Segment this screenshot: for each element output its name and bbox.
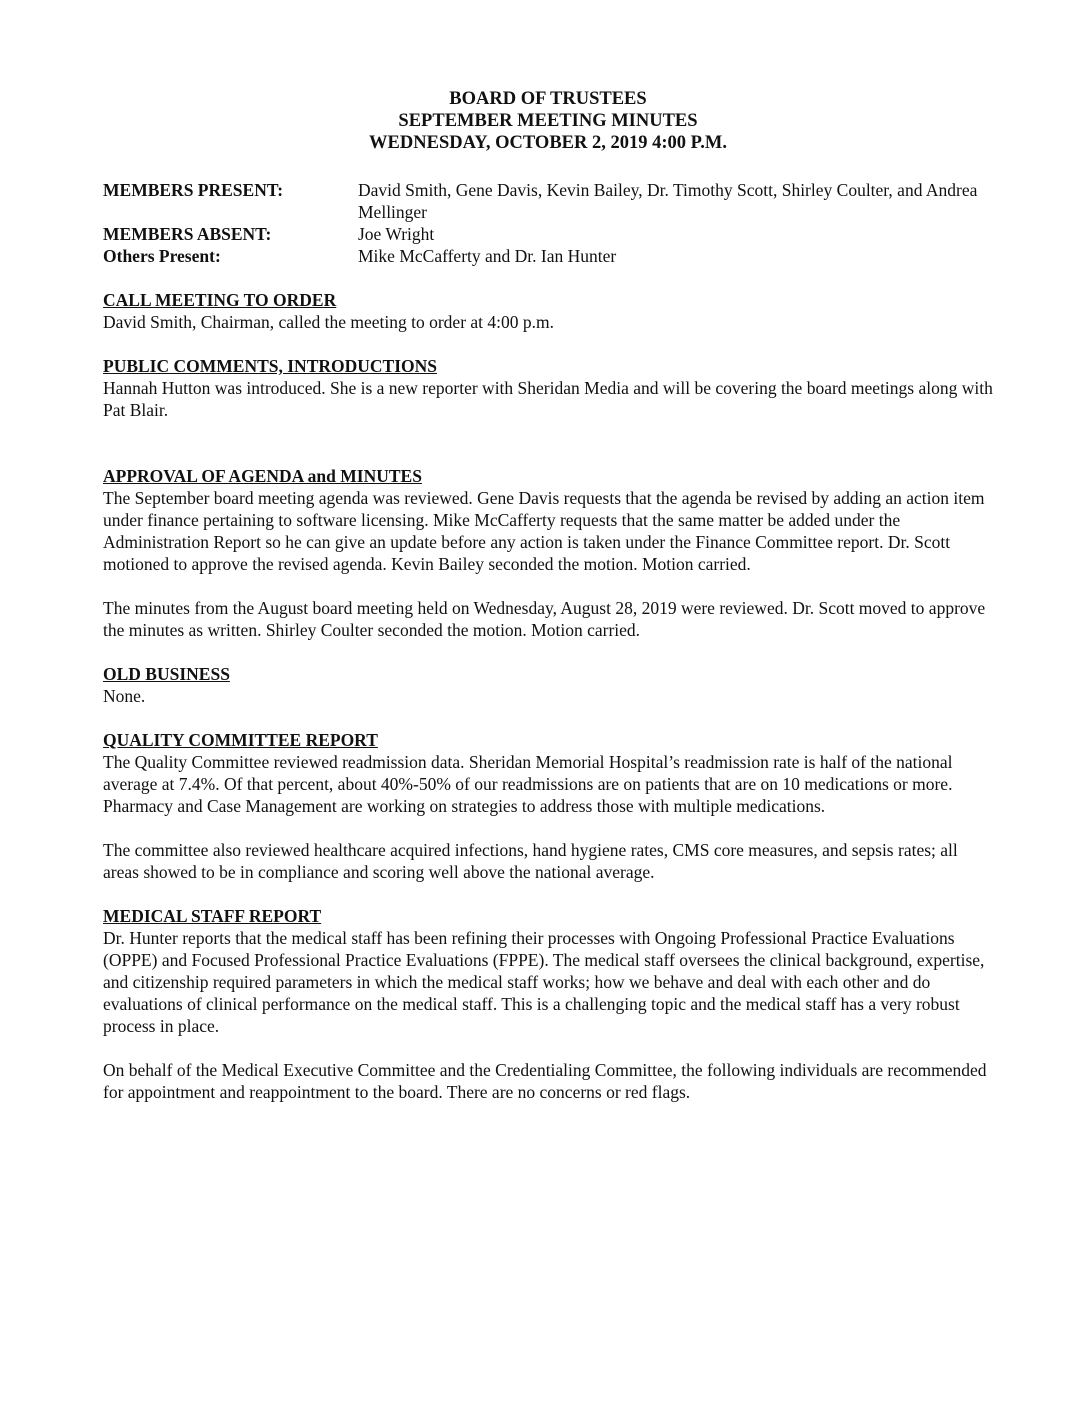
section-approval — [103, 465, 993, 641]
section-public-comments — [103, 355, 993, 421]
section-call-to-order — [103, 289, 993, 333]
title-meeting-minutes: SEPTEMBER MEETING MINUTES — [398, 111, 698, 131]
heading-old-business: OLD BUSINESS — [103, 664, 230, 684]
heading-public-comments: PUBLIC COMMENTS, INTRODUCTIONS — [103, 356, 437, 376]
heading-call-to-order: CALL MEETING TO ORDER — [103, 290, 337, 310]
approval-minutes-text: The minutes from the August board meeting held on Wednesday, August 28, 2019 were reviewed. Dr. Scott moved to approve the minutes as written. Shirley Coulter seconded the motion. Motion carried. — [103, 598, 986, 640]
title-board: BOARD OF TRUSTEES — [449, 89, 647, 109]
section-old-business — [103, 663, 993, 707]
section-quality — [103, 729, 993, 883]
old-business-text: None. — [103, 686, 146, 706]
document-title — [103, 88, 993, 154]
document-page — [103, 88, 993, 1103]
section-medical-staff — [103, 905, 993, 1103]
medical-staff-recommendation-text: On behalf of the Medical Executive Committee and the Credentialing Committee, the following individuals are recommended for appointment and reappointment to the board. There are no concerns or red flags. — [103, 1060, 987, 1102]
attendance-table — [103, 179, 993, 267]
approval-agenda-text: The September board meeting agenda was reviewed. Gene Davis requests that the agenda be revised by adding an action item under finance pertaining to software licensing. Mike McCafferty requests that the same matter be added under the Administration Report so he can give an update before any action is taken under the Finance Committee report. Dr. Scott motioned to approve the revised agenda. Kevin Bailey seconded the motion. Motion carried. — [103, 488, 985, 574]
others-present-value: Mike McCafferty and Dr. Ian Hunter — [358, 246, 617, 266]
heading-quality: QUALITY COMMITTEE REPORT — [103, 730, 378, 750]
others-present-label: Others Present: — [103, 246, 221, 266]
public-comments-text: Hannah Hutton was introduced. She is a new reporter with Sheridan Media and will be covering the board meetings along with Pat Blair. — [103, 378, 993, 420]
heading-approval: APPROVAL OF AGENDA and MINUTES — [103, 466, 422, 486]
members-absent-label: MEMBERS ABSENT: — [103, 224, 272, 244]
medical-staff-process-text: Dr. Hunter reports that the medical staff has been refining their processes with Ongoing Professional Practice Evaluations (OPPE) and Focused Professional Practice Evaluations (FPPE). The medical staff oversees the clinical background, expertise, and citizenship required parameters in which the medical staff works; how we behave and deal with each other and do evaluations of clinical performance on the medical staff. This is a challenging topic and the medical staff has a very robust process in place. — [103, 928, 985, 1036]
heading-medical-staff: MEDICAL STAFF REPORT — [103, 906, 322, 926]
members-present-label: MEMBERS PRESENT: — [103, 180, 284, 200]
quality-readmission-text: The Quality Committee reviewed readmission data. Sheridan Memorial Hospital’s readmission rate is half of the national average at 7.4%. Of that percent, about 40%-50% of our readmissions are on patients that are on 10 medications or more. Pharmacy and Case Management are working on strategies to address those with multiple medications. — [103, 752, 953, 816]
title-date: WEDNESDAY, OCTOBER 2, 2019 4:00 P.M. — [369, 133, 727, 153]
members-present-value: David Smith, Gene Davis, Kevin Bailey, Dr. Timothy Scott, Shirley Coulter, and Andrea Mellinger — [358, 180, 978, 222]
quality-infections-text: The committee also reviewed healthcare acquired infections, hand hygiene rates, CMS core measures, and sepsis rates; all areas showed to be in compliance and scoring well above the national average. — [103, 840, 958, 882]
call-to-order-text: David Smith, Chairman, called the meeting to order at 4:00 p.m. — [103, 312, 555, 332]
members-absent-value: Joe Wright — [358, 224, 435, 244]
